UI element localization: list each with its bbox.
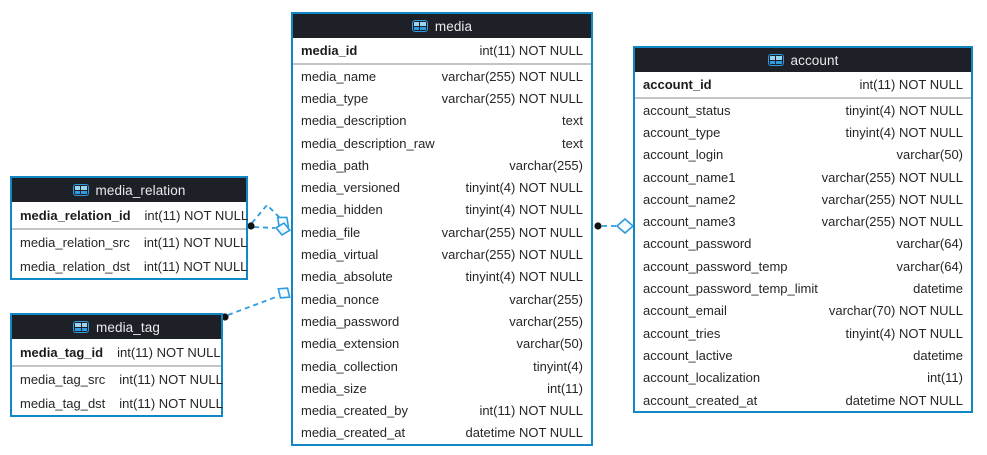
column-row[interactable] xyxy=(12,367,221,391)
column-row[interactable] xyxy=(293,65,591,87)
column-name: media_tag_src xyxy=(20,371,106,387)
column-type: varchar(255) NOT NULL xyxy=(441,68,583,84)
table-columns xyxy=(293,65,591,444)
column-name: account_password_temp xyxy=(643,258,788,274)
column-name: account_status xyxy=(643,102,731,118)
column-row[interactable] xyxy=(12,230,246,254)
column-row[interactable] xyxy=(12,391,221,415)
column-row[interactable] xyxy=(293,199,591,221)
column-row[interactable] xyxy=(635,344,971,366)
column-name: media_password xyxy=(301,313,400,329)
column-name: media_absolute xyxy=(301,269,393,285)
column-row[interactable] xyxy=(635,389,971,411)
column-type: int(11) NOT NULL xyxy=(479,43,583,58)
column-type: text xyxy=(562,135,583,151)
column-name: account_tries xyxy=(643,325,721,341)
connector-media-account[interactable] xyxy=(594,219,633,233)
table-title: account xyxy=(790,52,839,68)
column-name: account_name3 xyxy=(643,214,736,230)
column-row[interactable] xyxy=(293,154,591,176)
column-name: account_created_at xyxy=(643,392,758,408)
column-type: varchar(70) NOT NULL xyxy=(828,303,963,319)
pk-row[interactable] xyxy=(12,202,249,230)
column-row[interactable] xyxy=(293,132,591,154)
column-type: tinyint(4) NOT NULL xyxy=(845,102,963,118)
column-row[interactable] xyxy=(293,110,591,132)
column-name: media_tag_id xyxy=(20,344,104,360)
column-name: media_path xyxy=(301,157,369,173)
column-name: account_type xyxy=(643,124,721,140)
column-type: int(11) xyxy=(927,370,963,386)
relationship-diamond-icon xyxy=(617,219,633,233)
table-media-header[interactable] xyxy=(293,14,591,38)
column-type: datetime NOT NULL xyxy=(845,392,963,408)
pk-row[interactable] xyxy=(293,38,591,65)
column-name: media_relation_dst xyxy=(20,258,130,274)
column-type: tinyint(4) xyxy=(533,358,583,374)
column-type: tinyint(4) NOT NULL xyxy=(465,180,583,196)
table-columns xyxy=(12,230,246,278)
pk-row[interactable] xyxy=(635,72,971,99)
table-account[interactable] xyxy=(633,46,973,413)
table-media_tag[interactable] xyxy=(10,313,223,417)
column-type: int(11) NOT NULL xyxy=(143,258,248,274)
column-type: int(11) NOT NULL xyxy=(144,207,249,223)
relationship-dot-icon xyxy=(594,222,601,229)
column-type: int(11) NOT NULL xyxy=(119,395,223,411)
column-name: media_size xyxy=(301,380,367,396)
column-type: varchar(255) xyxy=(509,313,583,329)
table-icon xyxy=(73,184,89,196)
table-title: media xyxy=(434,18,473,34)
column-name: media_hidden xyxy=(301,202,383,218)
table-title: media_tag xyxy=(96,319,160,335)
column-row[interactable] xyxy=(635,367,971,389)
column-name: media_name xyxy=(301,68,377,84)
column-type: int(11) NOT NULL xyxy=(143,234,248,250)
column-row[interactable] xyxy=(293,176,591,198)
column-row[interactable] xyxy=(635,210,971,232)
column-name: media_file xyxy=(301,224,361,240)
connector-media_relation-media-dst[interactable] xyxy=(252,205,292,231)
column-type: varchar(255) NOT NULL xyxy=(821,191,963,207)
column-row[interactable] xyxy=(635,255,971,277)
column-row[interactable] xyxy=(635,99,971,121)
column-type: varchar(64) xyxy=(896,258,963,274)
column-row[interactable] xyxy=(293,333,591,355)
column-type: tinyint(4) NOT NULL xyxy=(465,202,583,218)
column-type: varchar(50) xyxy=(896,147,963,163)
column-name: media_collection xyxy=(301,358,398,374)
column-type: datetime xyxy=(913,347,963,363)
column-row[interactable] xyxy=(293,310,591,332)
table-icon xyxy=(73,321,89,333)
pk-row[interactable] xyxy=(12,339,221,367)
relationship-dot-icon xyxy=(247,222,254,229)
connector-media_relation-media-src[interactable] xyxy=(247,222,291,236)
column-type: varchar(255) xyxy=(509,157,583,173)
table-media_tag-header[interactable] xyxy=(12,315,221,339)
table-account-header[interactable] xyxy=(635,48,971,72)
column-row[interactable] xyxy=(293,221,591,243)
table-media_relation-header[interactable] xyxy=(12,178,246,202)
column-row[interactable] xyxy=(293,243,591,265)
column-name: media_relation_src xyxy=(20,234,130,250)
relationship-diamond-icon xyxy=(274,213,292,231)
column-row[interactable] xyxy=(635,322,971,344)
column-name: media_virtual xyxy=(301,247,379,263)
column-type: varchar(255) NOT NULL xyxy=(821,214,963,230)
column-type: int(11) NOT NULL xyxy=(117,344,221,360)
column-row[interactable] xyxy=(635,188,971,210)
column-type: varchar(255) xyxy=(509,291,583,307)
column-type: tinyint(4) NOT NULL xyxy=(465,269,583,285)
column-row[interactable] xyxy=(635,300,971,322)
connector-media_tag-media[interactable] xyxy=(221,284,293,321)
column-type: tinyint(4) NOT NULL xyxy=(845,124,963,140)
column-name: media_created_by xyxy=(301,403,408,419)
column-row[interactable] xyxy=(293,399,591,421)
table-title: media_relation xyxy=(95,182,186,198)
column-name: account_password_temp_limit xyxy=(643,281,818,297)
column-row[interactable] xyxy=(293,422,591,444)
column-row[interactable] xyxy=(635,121,971,143)
column-row[interactable] xyxy=(635,166,971,188)
column-name: media_description xyxy=(301,113,407,129)
column-type: varchar(50) xyxy=(516,336,583,352)
column-name: account_id xyxy=(643,77,712,92)
column-name: account_name2 xyxy=(643,191,736,207)
column-row[interactable] xyxy=(293,87,591,109)
column-name: media_type xyxy=(301,90,369,106)
column-name: account_email xyxy=(643,303,727,319)
column-name: account_lactive xyxy=(643,347,733,363)
column-name: account_name1 xyxy=(643,169,736,185)
column-type: int(11) NOT NULL xyxy=(479,403,583,419)
column-type: varchar(64) xyxy=(896,236,963,252)
table-columns xyxy=(12,367,221,415)
column-row[interactable] xyxy=(635,144,971,166)
column-type: varchar(255) NOT NULL xyxy=(441,247,583,263)
column-name: media_id xyxy=(301,43,358,58)
table-columns xyxy=(635,99,971,411)
relationship-line[interactable] xyxy=(254,227,275,228)
relationship-line[interactable] xyxy=(228,297,276,315)
column-name: account_password xyxy=(643,236,752,252)
table-media[interactable] xyxy=(291,12,593,446)
column-row[interactable] xyxy=(635,277,971,299)
column-row[interactable] xyxy=(293,355,591,377)
column-type: varchar(255) NOT NULL xyxy=(441,224,583,240)
column-name: media_description_raw xyxy=(301,135,435,151)
column-name: account_login xyxy=(643,147,724,163)
column-type: datetime xyxy=(913,281,963,297)
column-row[interactable] xyxy=(293,266,591,288)
column-type: varchar(255) NOT NULL xyxy=(441,90,583,106)
column-name: media_relation_id xyxy=(20,207,131,223)
column-name: account_localization xyxy=(643,370,761,386)
column-type: int(11) xyxy=(547,380,583,396)
column-type: text xyxy=(562,113,583,129)
column-name: media_created_at xyxy=(301,425,406,441)
table-icon xyxy=(768,54,784,66)
column-row[interactable] xyxy=(293,288,591,310)
column-row[interactable] xyxy=(12,254,246,278)
relationship-diamond-icon xyxy=(275,222,291,236)
column-type: varchar(255) NOT NULL xyxy=(821,169,963,185)
column-type: int(11) NOT NULL xyxy=(859,77,963,92)
relationship-line[interactable] xyxy=(252,205,280,223)
column-name: media_versioned xyxy=(301,180,401,196)
column-row[interactable] xyxy=(635,233,971,255)
column-type: datetime NOT NULL xyxy=(465,425,583,441)
table-icon xyxy=(412,20,428,32)
column-name: media_tag_dst xyxy=(20,395,106,411)
column-name: media_nonce xyxy=(301,291,380,307)
column-row[interactable] xyxy=(293,377,591,399)
table-media_relation[interactable] xyxy=(10,176,248,280)
column-type: tinyint(4) NOT NULL xyxy=(845,325,963,341)
column-name: media_extension xyxy=(301,336,400,352)
column-type: int(11) NOT NULL xyxy=(119,371,223,387)
